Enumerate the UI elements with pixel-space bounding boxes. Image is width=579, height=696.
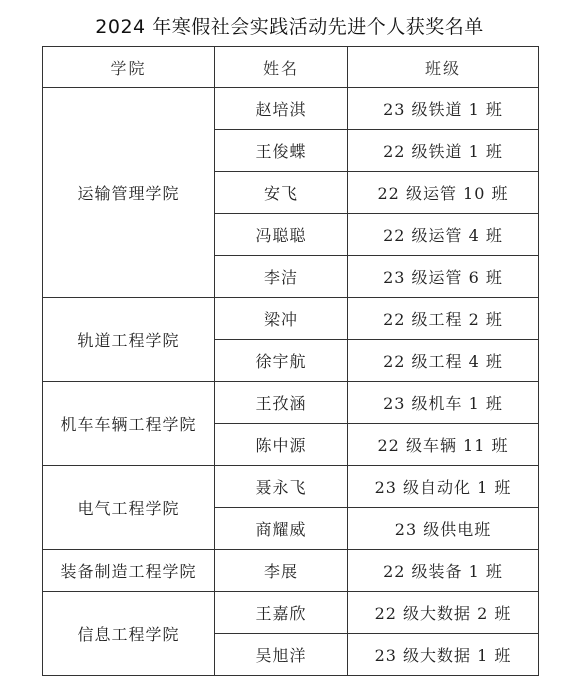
college-cell: 信息工程学院 bbox=[43, 592, 215, 676]
student-name: 王嘉欣 bbox=[215, 592, 348, 634]
student-class: 23 级运管 6 班 bbox=[348, 256, 539, 298]
table-row bbox=[43, 466, 539, 508]
college-cell: 运输管理学院 bbox=[43, 88, 215, 298]
college-cell: 轨道工程学院 bbox=[43, 298, 215, 382]
table-row bbox=[43, 550, 539, 592]
college-cell: 机车车辆工程学院 bbox=[43, 382, 215, 466]
student-name: 吴旭洋 bbox=[215, 634, 348, 676]
table-row bbox=[43, 592, 539, 634]
student-class: 23 级供电班 bbox=[348, 508, 539, 550]
student-class: 23 级机车 1 班 bbox=[348, 382, 539, 424]
student-name: 李洁 bbox=[215, 256, 348, 298]
student-class: 22 级铁道 1 班 bbox=[348, 130, 539, 172]
student-name: 聂永飞 bbox=[215, 466, 348, 508]
award-table bbox=[42, 46, 539, 676]
student-class: 22 级装备 1 班 bbox=[348, 550, 539, 592]
document-title: 2024 年寒假社会实践活动先进个人获奖名单 bbox=[95, 16, 484, 38]
student-class: 22 级大数据 2 班 bbox=[348, 592, 539, 634]
table-row bbox=[43, 88, 539, 130]
student-name: 冯聪聪 bbox=[215, 214, 348, 256]
student-class: 22 级工程 2 班 bbox=[348, 298, 539, 340]
college-cell: 电气工程学院 bbox=[43, 466, 215, 550]
student-class: 23 级自动化 1 班 bbox=[348, 466, 539, 508]
student-name: 徐宇航 bbox=[215, 340, 348, 382]
table-body bbox=[43, 88, 539, 676]
student-class: 22 级运管 4 班 bbox=[348, 214, 539, 256]
student-name: 赵培淇 bbox=[215, 88, 348, 130]
student-class: 23 级大数据 1 班 bbox=[348, 634, 539, 676]
college-cell: 装备制造工程学院 bbox=[43, 550, 215, 592]
table-row bbox=[43, 382, 539, 424]
student-name: 陈中源 bbox=[215, 424, 348, 466]
student-class: 22 级车辆 11 班 bbox=[348, 424, 539, 466]
student-name: 梁冲 bbox=[215, 298, 348, 340]
header-college: 学院 bbox=[43, 47, 215, 88]
header-row bbox=[43, 47, 539, 88]
header-name: 姓名 bbox=[215, 47, 348, 88]
student-class: 22 级运管 10 班 bbox=[348, 172, 539, 214]
student-class: 22 级工程 4 班 bbox=[348, 340, 539, 382]
student-name: 王孜涵 bbox=[215, 382, 348, 424]
student-name: 商耀威 bbox=[215, 508, 348, 550]
student-class: 23 级铁道 1 班 bbox=[348, 88, 539, 130]
table-header bbox=[43, 47, 539, 88]
header-class: 班级 bbox=[348, 47, 539, 88]
student-name: 李展 bbox=[215, 550, 348, 592]
table-row bbox=[43, 298, 539, 340]
student-name: 安飞 bbox=[215, 172, 348, 214]
student-name: 王俊蝶 bbox=[215, 130, 348, 172]
